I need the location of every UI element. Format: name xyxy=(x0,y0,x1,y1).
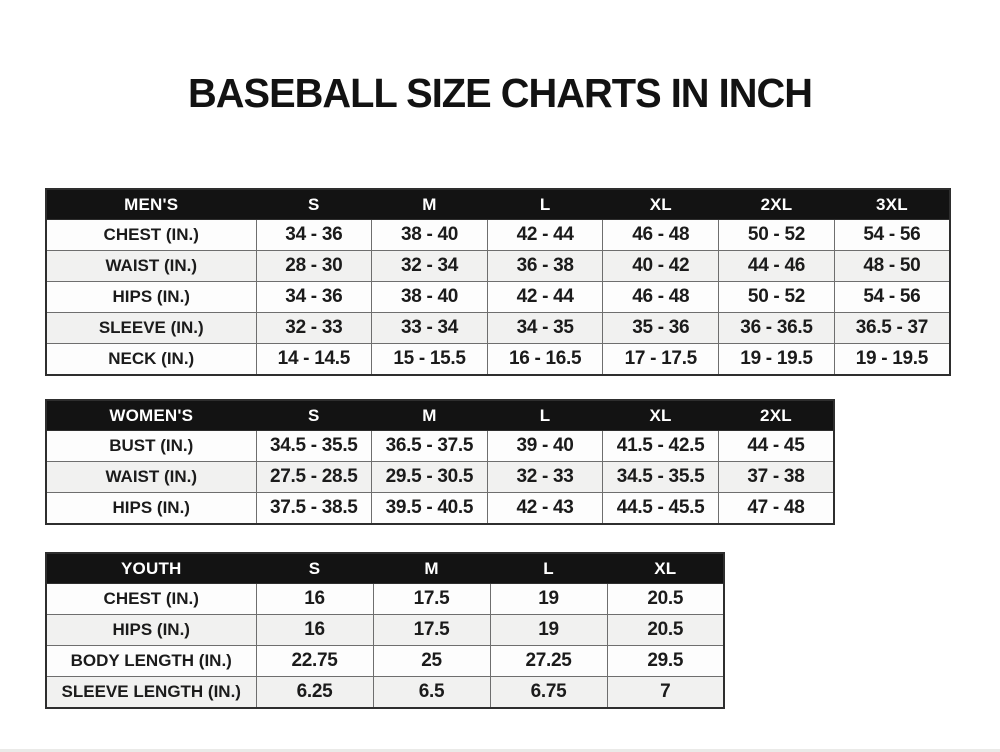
mens-value-cell: 35 - 36 xyxy=(603,313,719,344)
youth-value-cell: 16 xyxy=(256,584,373,615)
youth-row-label-cell: CHEST (IN.) xyxy=(46,584,256,615)
mens-size-header-cell: XL xyxy=(603,189,719,220)
mens-row-label-cell: CHEST (IN.) xyxy=(46,220,256,251)
womens-row-label-cell: BUST (IN.) xyxy=(46,431,256,462)
womens-value-cell: 36.5 - 37.5 xyxy=(372,431,488,462)
youth-value-cell: 29.5 xyxy=(607,646,724,677)
youth-value-cell: 19 xyxy=(490,615,607,646)
youth-category-header-cell: YOUTH xyxy=(46,553,256,584)
youth-value-cell: 22.75 xyxy=(256,646,373,677)
youth-header-row xyxy=(46,553,724,584)
mens-value-cell: 50 - 52 xyxy=(719,220,835,251)
womens-table-row xyxy=(46,493,834,525)
mens-value-cell: 33 - 34 xyxy=(372,313,488,344)
mens-size-table xyxy=(45,188,951,376)
womens-size-header-cell: XL xyxy=(603,400,719,431)
mens-row-label-cell: NECK (IN.) xyxy=(46,344,256,376)
mens-value-cell: 46 - 48 xyxy=(603,220,719,251)
youth-value-cell: 17.5 xyxy=(373,615,490,646)
mens-value-cell: 34 - 36 xyxy=(256,282,372,313)
mens-value-cell: 32 - 34 xyxy=(372,251,488,282)
youth-table-row xyxy=(46,646,724,677)
youth-value-cell: 6.5 xyxy=(373,677,490,709)
youth-value-cell: 6.75 xyxy=(490,677,607,709)
mens-value-cell: 38 - 40 xyxy=(372,220,488,251)
mens-value-cell: 50 - 52 xyxy=(719,282,835,313)
mens-size-header-cell: M xyxy=(372,189,488,220)
mens-value-cell: 44 - 46 xyxy=(719,251,835,282)
youth-row-label-cell: BODY LENGTH (IN.) xyxy=(46,646,256,677)
mens-size-header-cell: L xyxy=(487,189,603,220)
youth-size-header-cell: M xyxy=(373,553,490,584)
mens-value-cell: 17 - 17.5 xyxy=(603,344,719,376)
womens-table-row xyxy=(46,462,834,493)
mens-value-cell: 54 - 56 xyxy=(834,282,950,313)
womens-value-cell: 47 - 48 xyxy=(718,493,834,525)
mens-table-row xyxy=(46,344,950,376)
mens-row-label-cell: WAIST (IN.) xyxy=(46,251,256,282)
mens-category-header-cell: MEN'S xyxy=(46,189,256,220)
mens-value-cell: 54 - 56 xyxy=(834,220,950,251)
womens-value-cell: 39 - 40 xyxy=(487,431,603,462)
mens-size-table-container xyxy=(45,188,951,376)
mens-value-cell: 38 - 40 xyxy=(372,282,488,313)
mens-value-cell: 15 - 15.5 xyxy=(372,344,488,376)
womens-value-cell: 32 - 33 xyxy=(487,462,603,493)
womens-size-header-cell: L xyxy=(487,400,603,431)
womens-size-header-cell: S xyxy=(256,400,372,431)
youth-value-cell: 27.25 xyxy=(490,646,607,677)
mens-value-cell: 14 - 14.5 xyxy=(256,344,372,376)
womens-table-row xyxy=(46,431,834,462)
womens-size-header-cell: 2XL xyxy=(718,400,834,431)
mens-value-cell: 46 - 48 xyxy=(603,282,719,313)
womens-value-cell: 42 - 43 xyxy=(487,493,603,525)
mens-header-row xyxy=(46,189,950,220)
womens-value-cell: 44.5 - 45.5 xyxy=(603,493,719,525)
mens-value-cell: 34 - 36 xyxy=(256,220,372,251)
mens-value-cell: 36.5 - 37 xyxy=(834,313,950,344)
womens-category-header-cell: WOMEN'S xyxy=(46,400,256,431)
page-title: BASEBALL SIZE CHARTS IN INCH xyxy=(188,70,812,116)
mens-row-label-cell: HIPS (IN.) xyxy=(46,282,256,313)
youth-size-table-container xyxy=(45,552,725,709)
womens-size-table xyxy=(45,399,835,525)
youth-size-header-cell: L xyxy=(490,553,607,584)
womens-value-cell: 41.5 - 42.5 xyxy=(603,431,719,462)
womens-size-table-container xyxy=(45,399,835,525)
youth-table-row xyxy=(46,677,724,709)
mens-value-cell: 19 - 19.5 xyxy=(834,344,950,376)
mens-size-header-cell: 2XL xyxy=(719,189,835,220)
womens-row-label-cell: HIPS (IN.) xyxy=(46,493,256,525)
womens-row-label-cell: WAIST (IN.) xyxy=(46,462,256,493)
youth-value-cell: 20.5 xyxy=(607,615,724,646)
womens-value-cell: 37 - 38 xyxy=(718,462,834,493)
womens-value-cell: 44 - 45 xyxy=(718,431,834,462)
mens-table-row xyxy=(46,282,950,313)
mens-value-cell: 28 - 30 xyxy=(256,251,372,282)
youth-value-cell: 6.25 xyxy=(256,677,373,709)
mens-value-cell: 19 - 19.5 xyxy=(719,344,835,376)
mens-value-cell: 34 - 35 xyxy=(487,313,603,344)
mens-table-row xyxy=(46,220,950,251)
youth-value-cell: 20.5 xyxy=(607,584,724,615)
mens-value-cell: 40 - 42 xyxy=(603,251,719,282)
youth-value-cell: 7 xyxy=(607,677,724,709)
youth-row-label-cell: HIPS (IN.) xyxy=(46,615,256,646)
mens-value-cell: 42 - 44 xyxy=(487,220,603,251)
womens-value-cell: 29.5 - 30.5 xyxy=(372,462,488,493)
womens-value-cell: 34.5 - 35.5 xyxy=(256,431,372,462)
womens-value-cell: 34.5 - 35.5 xyxy=(603,462,719,493)
youth-row-label-cell: SLEEVE LENGTH (IN.) xyxy=(46,677,256,709)
womens-value-cell: 39.5 - 40.5 xyxy=(372,493,488,525)
mens-value-cell: 36 - 38 xyxy=(487,251,603,282)
womens-size-header-cell: M xyxy=(372,400,488,431)
mens-value-cell: 32 - 33 xyxy=(256,313,372,344)
youth-value-cell: 19 xyxy=(490,584,607,615)
mens-value-cell: 16 - 16.5 xyxy=(487,344,603,376)
womens-value-cell: 27.5 - 28.5 xyxy=(256,462,372,493)
youth-size-table xyxy=(45,552,725,709)
womens-value-cell: 37.5 - 38.5 xyxy=(256,493,372,525)
mens-table-row xyxy=(46,313,950,344)
mens-size-header-cell: S xyxy=(256,189,372,220)
youth-value-cell: 17.5 xyxy=(373,584,490,615)
mens-size-header-cell: 3XL xyxy=(834,189,950,220)
mens-table-row xyxy=(46,251,950,282)
mens-value-cell: 48 - 50 xyxy=(834,251,950,282)
youth-size-header-cell: S xyxy=(256,553,373,584)
youth-value-cell: 25 xyxy=(373,646,490,677)
youth-table-row xyxy=(46,584,724,615)
mens-value-cell: 36 - 36.5 xyxy=(719,313,835,344)
mens-value-cell: 42 - 44 xyxy=(487,282,603,313)
youth-size-header-cell: XL xyxy=(607,553,724,584)
youth-table-row xyxy=(46,615,724,646)
womens-header-row xyxy=(46,400,834,431)
mens-row-label-cell: SLEEVE (IN.) xyxy=(46,313,256,344)
youth-value-cell: 16 xyxy=(256,615,373,646)
